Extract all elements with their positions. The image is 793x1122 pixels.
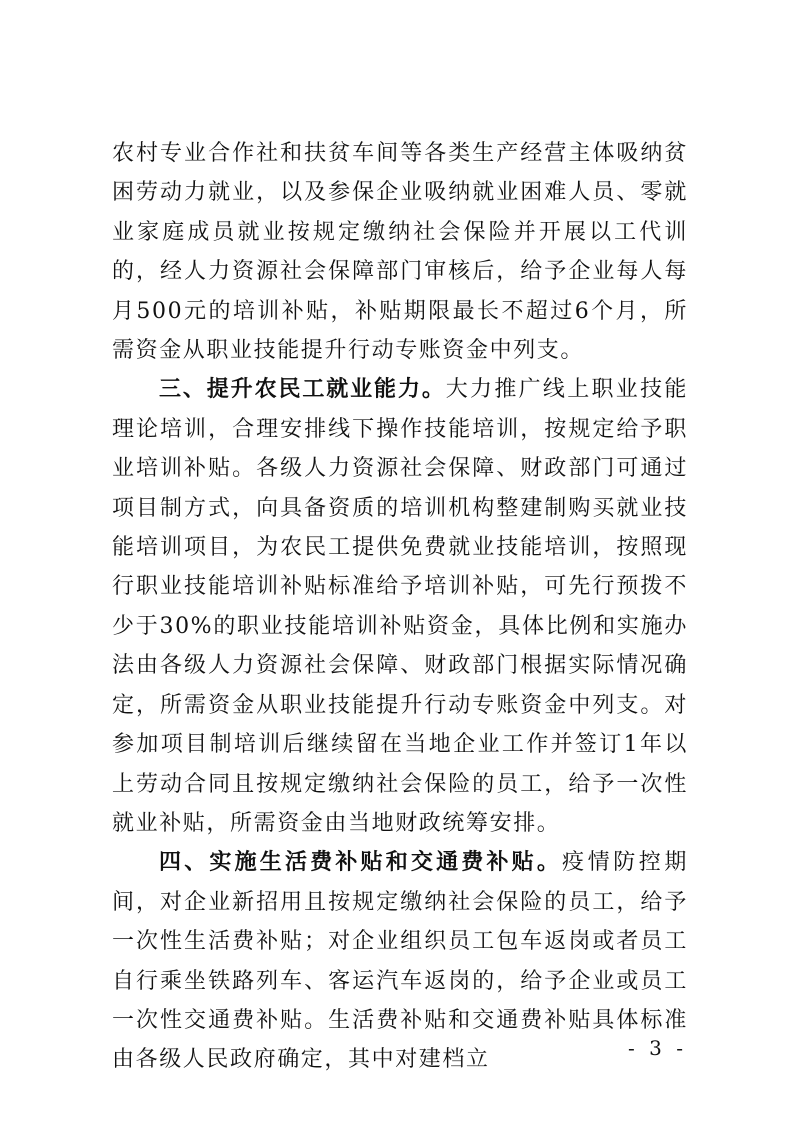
paragraph-2: [112, 370, 688, 843]
section-heading-4: 四、实施生活费补贴和交通费补贴。: [159, 850, 563, 876]
section-heading-3: 三、提升农民工就业能力。: [159, 377, 446, 403]
paragraph-1: [112, 134, 688, 370]
document-body: [112, 134, 688, 1080]
paragraph-2-text: 大力推广线上职业技能理论培训，合理安排线下操作技能培训，按规定给予职业培训补贴。各级人力资源社会保障、财政部门可通过项目制方式，向具备资质的培训机构整建制购买就业技能培训项目，为农民工提供免费就业技能培训，按照现行职业技能培训补贴标准给予培训补贴，可先行预拨不少于30%的职业技能培训补贴资金，具体比例和实施办法由各级人力资源社会保障、财政部门根据实际情况确定，所需资金从职业技能提升行动专账资金中列支。对参加项目制培训后继续留在当地企业工作并签订1年以上劳动合同且按规定缴纳社会保险的员工，给予一次性就业补贴，所需资金由当地财政统筹安排。: [112, 377, 688, 836]
paragraph-3-text: 疫情防控期间，对企业新招用且按规定缴纳社会保险的员工，给予一次性生活费补贴；对企业组织员工包车返岗或者员工自行乘坐铁路列车、客运汽车返岗的，给予企业或员工一次性交通费补贴。生活费补贴和交通费补贴具体标准由各级人民政府确定，其中对建档立: [112, 850, 688, 1073]
paragraph-1-text: 农村专业合作社和扶贫车间等各类生产经营主体吸纳贫困劳动力就业，以及参保企业吸纳就业困难人员、零就业家庭成员就业按规定缴纳社会保险并开展以工代训的，经人力资源社会保障部门审核后，给予企业每人每月500元的培训补贴，补贴期限最长不超过6个月，所需资金从职业技能提升行动专账资金中列支。: [112, 141, 688, 364]
paragraph-3: [112, 843, 688, 1079]
page-number: - 3 -: [628, 1036, 687, 1060]
